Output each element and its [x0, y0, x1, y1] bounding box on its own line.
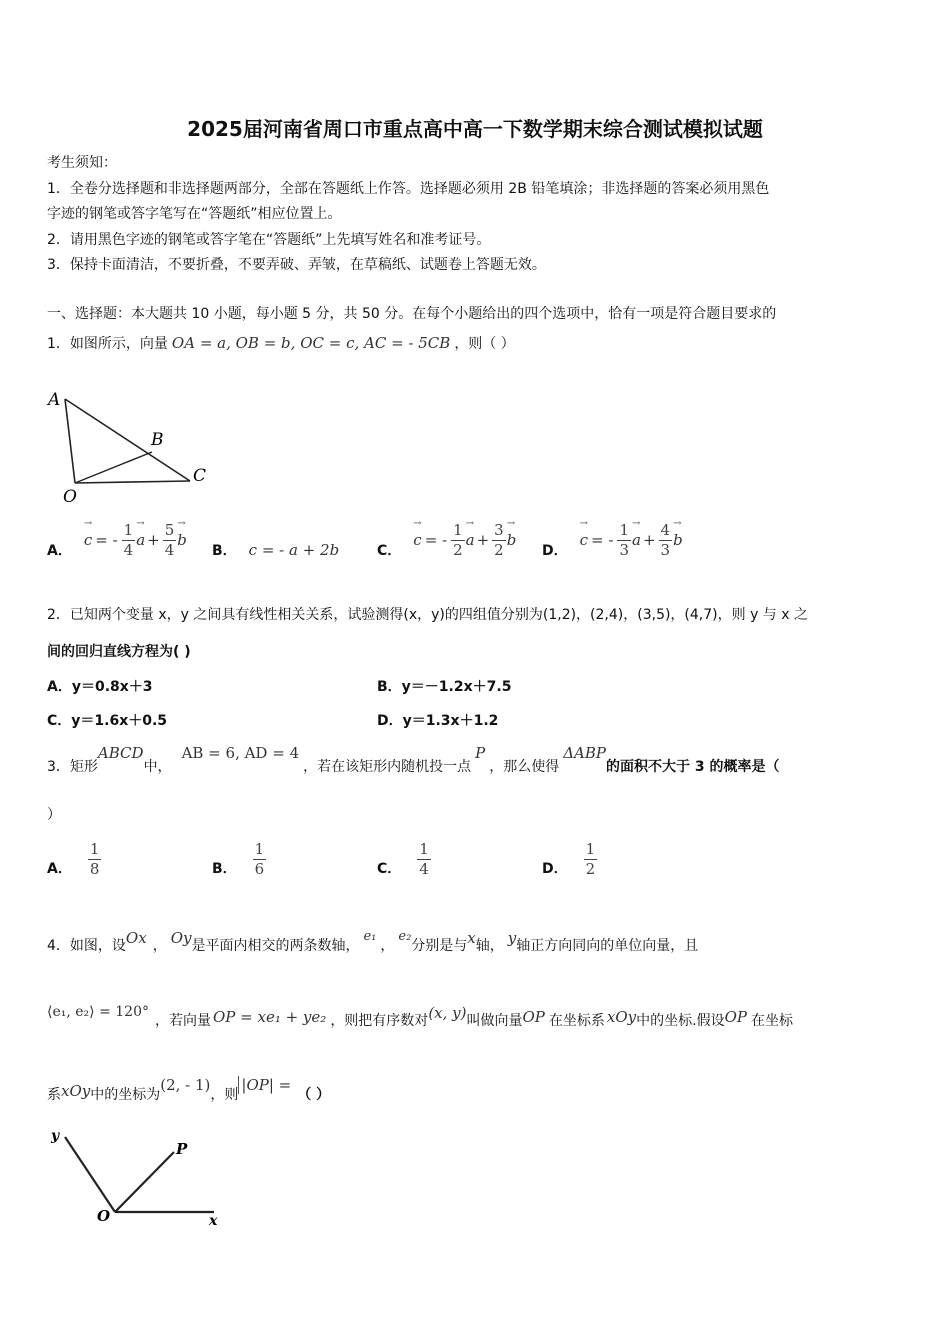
q3-math: ΔABP [563, 744, 606, 762]
section-heading: 一、选择题：本大题共 10 小题，每小题 5 分，共 50 分。在每个小题给出的四个选项中，恰有一项是符合题目要求的 [47, 306, 777, 322]
q4-text: （ ） [297, 1087, 331, 1103]
notice-item-3: 3．保持卡面清洁，不要折叠，不要弄破、弄皱，在草稿纸、试题卷上答题无效。 [47, 257, 546, 273]
q1-option-d[interactable] [542, 520, 683, 560]
equals-minus: = - [95, 531, 118, 549]
q2-option-c[interactable]: C．y＝1.6x＋0.5 [47, 713, 168, 729]
q3-text: 中， [143, 759, 172, 775]
q4-math: Ox [125, 929, 147, 947]
q4-math: y [507, 929, 517, 947]
question-4-line2 [47, 1004, 793, 1030]
q4-math: Oy [170, 929, 192, 947]
q3-option-d[interactable] [542, 840, 598, 879]
q3-math: ABCD [97, 744, 144, 762]
plus: + [642, 531, 656, 549]
vec-a: → a [136, 531, 145, 549]
vec-c: → c [413, 531, 421, 549]
vec-a: → a [466, 531, 475, 549]
label-x: x [209, 1213, 218, 1229]
option-label: D． [542, 543, 568, 559]
q1-triangle-figure [40, 385, 220, 510]
option-label: D． [542, 860, 568, 877]
label-O: O [63, 487, 77, 507]
q4-math: ⟨e₁, e₂⟩ = 120° [47, 1004, 149, 1020]
fraction: $\frac{1}{2}$ [453, 520, 463, 559]
q4-text: ， [152, 938, 167, 954]
option-label: C． [377, 543, 402, 559]
q4-text: 轴， [475, 938, 504, 954]
fraction: $\frac{1}{4}$ [419, 840, 429, 878]
q1-suffix: ，则（ ） [454, 336, 515, 352]
q4-text: 轴正方向同向的单位向量，且 [516, 938, 699, 954]
plus: + [476, 531, 490, 549]
equals-minus: = - [424, 531, 448, 549]
option-text: c = - a + 2b [248, 541, 340, 559]
q3-text: 3．矩形 [47, 759, 98, 775]
q4-text: ，则 [210, 1087, 239, 1103]
segment-OA [65, 399, 75, 483]
fraction: $\frac{1}{8}$ [89, 840, 100, 878]
q2-option-d[interactable]: D．y＝1.3x＋1.2 [377, 713, 499, 729]
vec-b: → b [673, 531, 683, 549]
label-y: y [51, 1128, 60, 1144]
notice-item-2: 2．请用黑色字迹的钢笔或答字笔在“答题纸”上先填写姓名和准考证号。 [47, 232, 491, 248]
q1-option-c[interactable] [377, 520, 516, 560]
question-1 [47, 333, 515, 353]
notice-item-1a: 1．全卷分选择题和非选择题两部分，全部在答题纸上作答。选择题必须用 2B 铅笔填涂；非选择题的答案必须用黑色 [47, 181, 770, 197]
q4-math: |OP| = [238, 1076, 291, 1094]
option-label: B． [212, 860, 237, 877]
q3-option-c[interactable] [377, 840, 432, 879]
q4-math: (x, y) [428, 1004, 467, 1022]
segment-OB [75, 452, 152, 483]
q4-text: 中的坐标.假设 [636, 1013, 725, 1029]
q4-math: (2, - 1) [160, 1076, 211, 1094]
option-label: A． [47, 860, 72, 877]
q4-text: 叫做向量 [466, 1013, 523, 1029]
q3-text: ，若在该矩形内随机投一点 [303, 759, 472, 775]
label-P: P [176, 1140, 188, 1158]
vector-OP [115, 1152, 174, 1212]
q1-math: OA = a, OB = b, OC = c, AC = - 5CB [171, 334, 451, 352]
q4-text: 是平面内相交的两条数轴， [191, 938, 360, 954]
label-C: C [193, 466, 207, 486]
q3-math: AB = 6, AD = 4 [181, 744, 300, 762]
q1-prefix: 1．如图所示，向量 [47, 336, 168, 352]
q4-math: OP [522, 1008, 545, 1026]
vec-b: → b [177, 531, 187, 549]
vec-b: → b [507, 531, 517, 549]
q4-text: ， [380, 938, 395, 954]
q4-text: 分别是与 [411, 938, 468, 954]
q4-math: e₂ [398, 929, 412, 944]
fraction: $\frac{3}{2}$ [494, 520, 504, 559]
segment-OC [75, 481, 190, 483]
fraction: $\frac{1}{2}$ [585, 840, 596, 878]
q4-math: xOy [61, 1082, 91, 1100]
label-A: A [48, 390, 61, 410]
fraction: $\frac{1}{6}$ [254, 840, 265, 878]
q4-math: OP [724, 1008, 747, 1026]
q4-text: ，则把有序数对 [330, 1013, 429, 1029]
fraction: $\frac{4}{3}$ [660, 520, 671, 559]
q3-option-b[interactable] [212, 840, 267, 879]
q4-axes-figure [42, 1122, 242, 1232]
q4-text: 在坐标系 [548, 1013, 605, 1029]
vec-c: → c [580, 531, 588, 549]
question-3-line2: ） [47, 807, 61, 823]
q2-option-b[interactable]: B．y＝－1.2x＋7.5 [377, 679, 512, 695]
option-label: C． [377, 860, 402, 877]
vec-a: → a [632, 531, 641, 549]
q4-text: 系 [47, 1087, 61, 1103]
label-B: B [151, 430, 164, 450]
notice-item-1b: 字迹的钢笔或答字笔写在“答题纸”相应位置上。 [47, 206, 342, 222]
q4-text: ，若向量 [154, 1013, 211, 1029]
q4-math: e₁ [363, 929, 377, 944]
q4-math: xOy [606, 1008, 637, 1026]
q4-text: 在坐标 [750, 1013, 793, 1029]
fraction: $\frac{1}{3}$ [619, 520, 629, 559]
fraction: $\frac{5}{4}$ [164, 520, 175, 559]
q1-option-a[interactable] [47, 520, 187, 560]
segment-AC [65, 399, 190, 481]
question-3 [47, 744, 779, 776]
label-O: O [97, 1207, 111, 1225]
q3-option-a[interactable] [47, 840, 102, 879]
question-4-line3 [47, 1076, 330, 1104]
equals-minus: = - [591, 531, 614, 549]
q4-math: OP = xe₁ + ye₂ [212, 1008, 327, 1026]
q4-text: 4．如图，设 [47, 938, 126, 954]
q4-text: 中的坐标为 [90, 1087, 161, 1103]
option-label: A． [47, 543, 72, 559]
vec-c: → c [84, 531, 92, 549]
q3-text: 的面积不大于 3 的概率是（ [605, 759, 780, 775]
q3-math: P [475, 744, 486, 762]
question-2-line2: 间的回归直线方程为( ) [47, 644, 191, 660]
notice-heading: 考生须知： [47, 155, 117, 171]
q1-option-b[interactable] [212, 540, 339, 560]
question-2-line1: 2．已知两个变量 x，y 之间具有线性相关关系，试验测得(x，y)的四组值分别为(1,2)，(2,4)，(3,5)，(4,7)，则 y 与 x 之 [47, 607, 808, 623]
q2-option-a[interactable]: A．y＝0.8x＋3 [47, 679, 153, 695]
y-axis [65, 1137, 115, 1212]
page-title: 2025届河南省周口市重点高中高一下数学期末综合测试模拟试题 [187, 117, 763, 141]
question-4-line1 [47, 929, 698, 955]
plus: + [147, 531, 160, 549]
option-label: B． [212, 543, 237, 559]
q4-math: x [467, 929, 476, 947]
fraction: $\frac{1}{4}$ [123, 520, 134, 559]
q3-text: ，那么使得 [489, 759, 560, 775]
